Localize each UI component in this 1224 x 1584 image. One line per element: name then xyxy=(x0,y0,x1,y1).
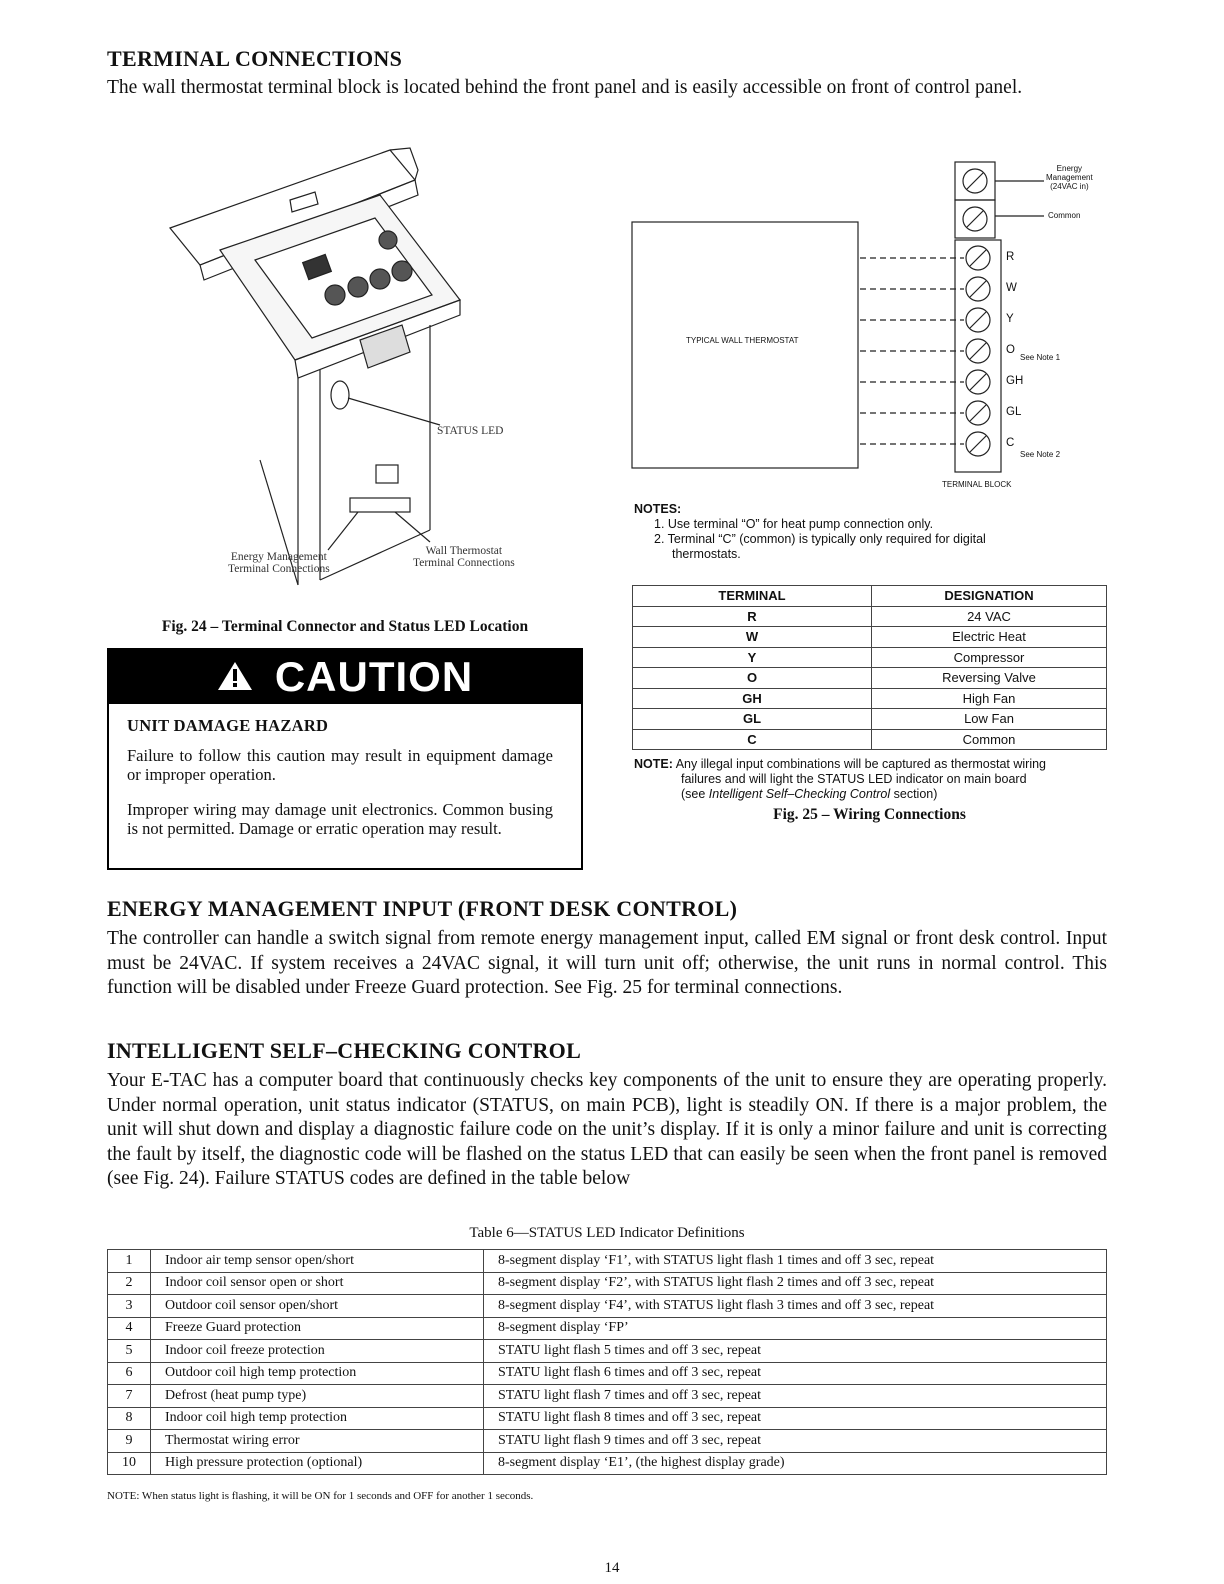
terminal-label-gh: GH xyxy=(1006,375,1024,387)
table-row xyxy=(108,1250,1107,1273)
terminal-cell: GH xyxy=(633,688,872,709)
caution-hazard: UNIT DAMAGE HAZARD xyxy=(127,716,329,735)
caution-paragraph-1: Failure to follow this caution may result in equipment damage or improper operation. xyxy=(127,745,553,784)
fig25-wiring-diagram xyxy=(628,160,1108,495)
table-row xyxy=(633,627,1107,648)
status-led-label: STATUS LED xyxy=(437,425,504,437)
indication-cell: STATU light flash 7 times and off 3 sec, repeat xyxy=(484,1385,1107,1408)
code-cell: 10 xyxy=(108,1452,151,1475)
terminal-label-c: C xyxy=(1006,437,1015,449)
caution-header xyxy=(109,650,581,704)
indication-cell: STATU light flash 6 times and off 3 sec, repeat xyxy=(484,1362,1107,1385)
designation-cell: Reversing Valve xyxy=(872,668,1107,689)
fault-cell: Thermostat wiring error xyxy=(151,1430,484,1453)
table-row xyxy=(108,1407,1107,1430)
energy-management-heading: ENERGY MANAGEMENT INPUT (FRONT DESK CONTROL) xyxy=(107,896,738,921)
status-led-table xyxy=(107,1249,1107,1475)
table-row xyxy=(108,1362,1107,1385)
note-2: 2. Terminal “C” (common) is typically only required for digital xyxy=(654,532,986,546)
terminal-slash-r xyxy=(970,250,986,266)
table-row xyxy=(108,1340,1107,1363)
self-checking-heading: INTELLIGENT SELF–CHECKING CONTROL xyxy=(107,1038,582,1063)
terminal-cell: O xyxy=(633,668,872,689)
indication-cell: 8-segment display ‘E1’, (the highest display grade) xyxy=(484,1452,1107,1475)
terminal-label-gl: GL xyxy=(1006,406,1022,418)
terminal-cell: Y xyxy=(633,647,872,668)
designation-cell: Low Fan xyxy=(872,709,1107,730)
caution-title: CAUTION xyxy=(274,653,474,700)
fault-cell: Indoor coil high temp protection xyxy=(151,1407,484,1430)
terminal-slash-c xyxy=(970,436,986,452)
designation-cell: Electric Heat xyxy=(872,627,1107,648)
table-row xyxy=(633,668,1107,689)
notes-title: NOTES: xyxy=(634,502,682,516)
table6-title: Table 6—STATUS LED Indicator Definitions xyxy=(469,1225,745,1241)
designation-cell: 24 VAC xyxy=(872,606,1107,627)
fig25-note: NOTE: Any illegal input combinations will be captured as thermostat wiring failures and will light the STATUS LED indicator on main board (see Intelligent Self–Checking Control section) xyxy=(634,757,1047,801)
indication-cell: 8-segment display ‘F4’, with STATUS light flash 3 times and off 3 sec, repeat xyxy=(484,1295,1107,1318)
table-row xyxy=(633,709,1107,730)
fault-cell: Outdoor coil high temp protection xyxy=(151,1362,484,1385)
table-row xyxy=(633,606,1107,627)
terminal-connections-text: The wall thermostat terminal block is located behind the front panel and is easily accessible on front of control panel. xyxy=(107,77,1023,98)
table-row xyxy=(633,647,1107,668)
indication-cell: 8-segment display ‘F2’, with STATUS light flash 2 times and off 3 sec, repeat xyxy=(484,1272,1107,1295)
code-cell: 5 xyxy=(108,1340,151,1363)
fault-cell: Defrost (heat pump type) xyxy=(151,1385,484,1408)
terminal-slash-gh xyxy=(970,374,986,390)
code-cell: 3 xyxy=(108,1295,151,1318)
indication-cell: STATU light flash 5 times and off 3 sec, repeat xyxy=(484,1340,1107,1363)
table-row xyxy=(108,1452,1107,1475)
terminal-designation-table xyxy=(632,585,1107,750)
fault-cell: Indoor air temp sensor open/short xyxy=(151,1250,484,1273)
terminal-label-o: O xyxy=(1006,344,1015,356)
table-row xyxy=(108,1430,1107,1453)
control-panel-drawing xyxy=(140,140,580,590)
energy-management-text: The controller can handle a switch signal from remote energy management input, called EM signal or front desk control. Input must be 24VAC. If system receives a 24VAC signal, it will turn unit off; otherwise, the unit runs in normal control. This function will be disabled under Freeze Guard protection. See Fig. 25 for terminal connections. xyxy=(107,928,1107,998)
code-cell: 1 xyxy=(108,1250,151,1273)
terminal-slash-gl xyxy=(970,405,986,421)
caution-box xyxy=(107,648,583,870)
terminal-block-label: TERMINAL BLOCK xyxy=(942,480,1012,489)
terminal-cell: C xyxy=(633,729,872,750)
caution-paragraph-2: Improper wiring may damage unit electronics. Common busing is not permitted. Damage or erratic operation may result. xyxy=(127,799,553,838)
table-row xyxy=(108,1317,1107,1340)
terminal-slash-y xyxy=(970,312,986,328)
note-1: 1. Use terminal “O” for heat pump connection only. xyxy=(654,517,934,531)
code-cell: 8 xyxy=(108,1407,151,1430)
code-cell: 6 xyxy=(108,1362,151,1385)
table-row xyxy=(108,1272,1107,1295)
table-header-terminal: TERMINAL xyxy=(633,586,872,607)
thermostat-label: TYPICAL WALL THERMOSTAT xyxy=(686,336,799,345)
terminal-label-w: W xyxy=(1006,282,1017,294)
see-note-2: See Note 2 xyxy=(1020,450,1061,459)
indication-cell: STATU light flash 9 times and off 3 sec, repeat xyxy=(484,1430,1107,1453)
wall-thermostat-label: Wall Thermostat Terminal Connections xyxy=(413,545,515,569)
common-terminal-label: Common xyxy=(1048,211,1081,220)
table-row xyxy=(108,1295,1107,1318)
terminal-slash-o xyxy=(970,343,986,359)
terminal-label-y: Y xyxy=(1006,313,1014,325)
fault-cell: Freeze Guard protection xyxy=(151,1317,484,1340)
code-cell: 2 xyxy=(108,1272,151,1295)
terminal-connections-heading: TERMINAL CONNECTIONS xyxy=(107,46,403,71)
terminal-block-drawing xyxy=(628,160,1108,495)
table-row xyxy=(633,688,1107,709)
fault-cell: High pressure protection (optional) xyxy=(151,1452,484,1475)
fault-cell: Outdoor coil sensor open/short xyxy=(151,1295,484,1318)
designation-cell: Compressor xyxy=(872,647,1107,668)
warning-triangle-icon xyxy=(217,653,253,701)
designation-cell: Common xyxy=(872,729,1107,750)
see-note-1: See Note 1 xyxy=(1020,353,1061,362)
indication-cell: 8-segment display ‘FP’ xyxy=(484,1317,1107,1340)
page-number: 14 xyxy=(604,1560,620,1576)
table-row xyxy=(633,729,1107,750)
table-header-designation: DESIGNATION xyxy=(872,586,1107,607)
designation-cell: High Fan xyxy=(872,688,1107,709)
code-cell: 4 xyxy=(108,1317,151,1340)
code-cell: 7 xyxy=(108,1385,151,1408)
note-label: NOTE: xyxy=(634,757,673,771)
fault-cell: Indoor coil freeze protection xyxy=(151,1340,484,1363)
terminal-cell: GL xyxy=(633,709,872,730)
terminal-cell: R xyxy=(633,606,872,627)
fig24-illustration xyxy=(140,140,580,590)
fig24-caption: Fig. 24 – Terminal Connector and Status LED Location xyxy=(161,618,529,635)
table-row xyxy=(108,1385,1107,1408)
fig25-caption: Fig. 25 – Wiring Connections xyxy=(773,806,966,823)
indication-cell: 8-segment display ‘F1’, with STATUS light flash 1 times and off 3 sec, repeat xyxy=(484,1250,1107,1273)
indication-cell: STATU light flash 8 times and off 3 sec, repeat xyxy=(484,1407,1107,1430)
code-cell: 9 xyxy=(108,1430,151,1453)
fig25-notes xyxy=(634,502,1104,562)
energy-management-terminal-label: Energy Management (24VAC in) xyxy=(1046,164,1093,191)
energy-management-label: Energy Management Terminal Connections xyxy=(228,551,330,575)
fault-cell: Indoor coil sensor open or short xyxy=(151,1272,484,1295)
terminal-cell: W xyxy=(633,627,872,648)
terminal-label-r: R xyxy=(1006,251,1015,263)
note-2-cont: thermostats. xyxy=(672,547,741,561)
self-checking-text: Your E-TAC has a computer board that continuously checks key components of the unit to ensure they are operating properly. Under normal operation, unit status indicator (STATUS, on main PCB), light is steadily ON. If there is a major problem, the unit will shut down and display a diagnostic failure code on the unit’s display. If it is only a minor failure and unit is correcting the fault by itself, the diagnostic code will be flashed on the status LED that can easily be seen when the front panel is removed (see Fig. 24). Failure STATUS codes are defined in the table below xyxy=(107,1070,1107,1189)
table6-note: NOTE: When status light is flashing, it will be ON for 1 seconds and OFF for another 1 seconds. xyxy=(107,1490,534,1502)
terminal-slash-w xyxy=(970,281,986,297)
